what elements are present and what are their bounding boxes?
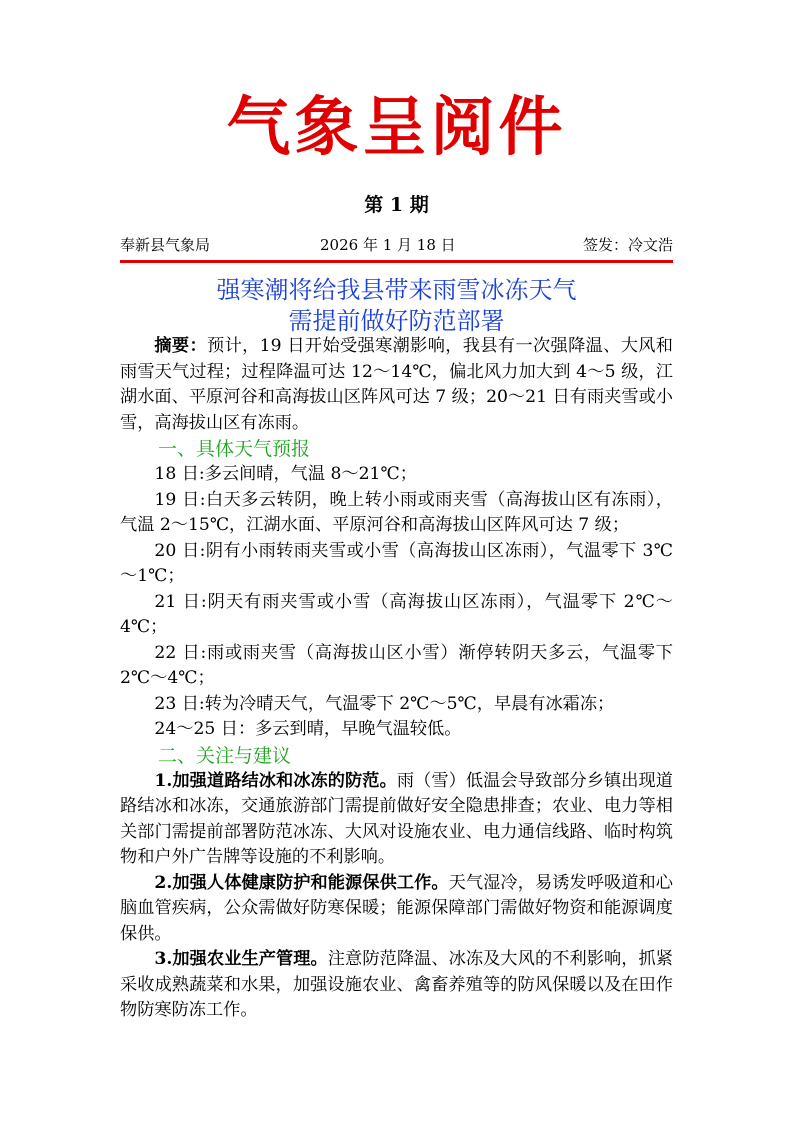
forecast-item: 24～25 日：多云到晴，早晚气温较低。 [154,719,462,739]
forecast-item: 23 日:转为冷晴天气，气温零下 2℃～5℃，早晨有冰霜冻； [154,693,615,714]
forecast-item: 19 日:白天多云转阴，晚上转小雨或雨夹雪（高海拔山区有冻雨），气温 2～15℃，江湖水面、平原河谷和高海拔山区阵风可达 7 级； [120,489,673,535]
issue-date: 2026 年 1 月 18 日 [320,236,456,254]
advice-item-text: 雨（雪）低温会导致部分乡镇出现道路结冰和冰冻，交通旅游部门需提前做好安全隐患排查；农业、电力等相关部门需提前部署防范冰冻、大风对设施农业、电力通信线路、临时构筑物和户外广告牌等设施的不利影响。 [120,770,673,867]
summary-paragraph [120,334,673,436]
advice-item [120,769,673,871]
headline-line-1: 强寒潮将给我县带来雨雪冰冻天气 [216,276,577,304]
advice-item-title: 2.加强人体健康防护和能源保供工作。 [154,872,449,893]
document-body [120,334,673,1024]
forecast-item: 22 日:雨或雨夹雪（高海拔山区小雪）渐停转阴天多云，气温零下 2℃～4℃； [120,642,673,688]
advice-item-title: 3.加强农业生产管理。 [154,949,328,969]
headline-line-2: 需提前做好防范部署 [288,307,505,335]
summary-label: 摘要： [154,336,208,356]
issue-number: 第 1 期 [364,194,429,216]
issuing-organization: 奉新县气象局 [120,236,211,254]
advice-item-text: 注意防范降温、冰冻及大风的不利影响，抓紧采收成熟蔬菜和水果，加强设施农业、禽畜养殖等的防风保暖以及在田作物防寒防冻工作。 [120,949,673,1020]
masthead-title: 气象呈阅件 [226,90,567,165]
forecast-item: 18 日:多云间晴，气温 8～21℃； [154,464,417,484]
summary-text: 预计，19 日开始受强寒潮影响，我县有一次强降温、大风和雨雪天气过程；过程降温可达 12～14℃，偏北风力加大到 4～5 级，江湖水面、平原河谷和高海拔山区阵风可达 7 级；20～21 日有雨夹雪或小雪，高海拔山区有冻雨。 [120,336,673,433]
advice-item-text: 天气湿冷，易诱发呼吸道和心脑血管疾病，公众需做好防寒保暖；能源保障部门需做好物资和能源调度保供。 [120,872,673,944]
forecast-item: 20 日:阴有小雨转雨夹雪或小雪（高海拔山区冻雨），气温零下 3℃～1℃； [120,540,673,586]
section-heading-forecast: 一、具体天气预报 [158,438,311,460]
signer: 签发：冷文浩 [582,236,673,254]
advice-item [120,871,673,948]
forecast-item: 21 日:阴天有雨夹雪或小雪（高海拔山区冻雨），气温零下 2℃～4℃； [120,591,673,637]
advice-item [120,947,673,1024]
header-divider [120,260,673,263]
section-heading-advice: 二、关注与建议 [158,744,292,767]
advice-item-title: 1.加强道路结冰和冰冻的防范。 [154,770,397,791]
